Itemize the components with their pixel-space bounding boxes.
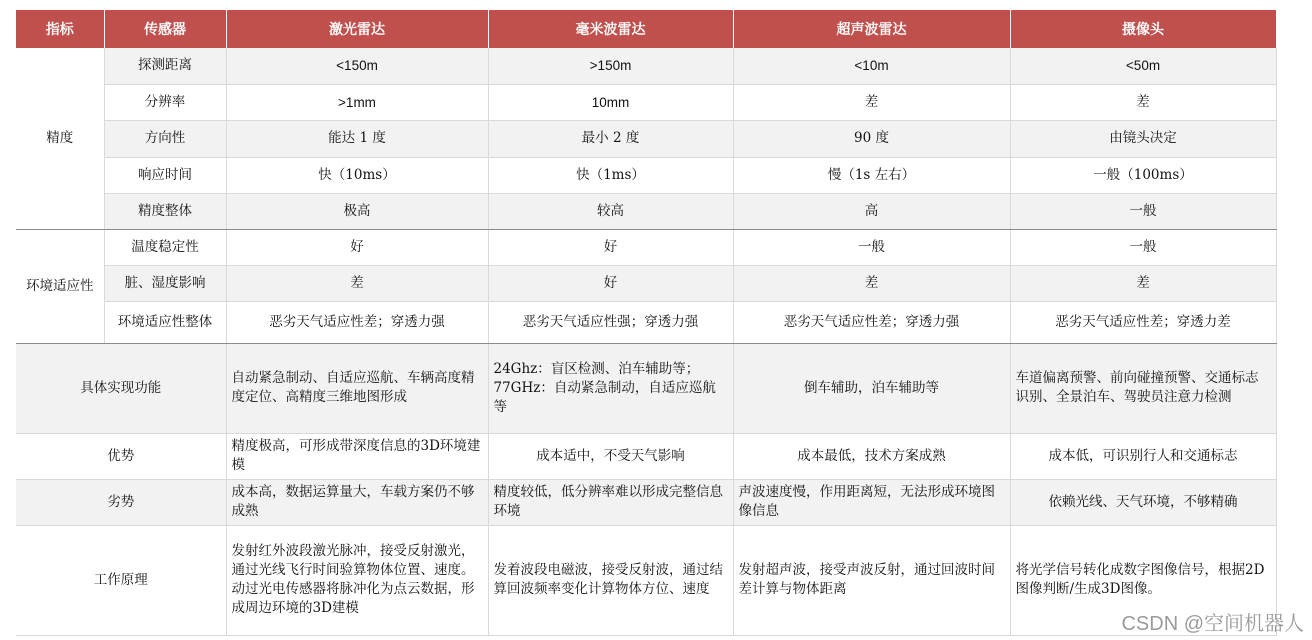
cell-ultrasonic: 恶劣天气适应性差；穿透力强: [733, 301, 1010, 343]
header-sensor: 传感器: [104, 10, 226, 48]
cell-camera: 一般: [1010, 193, 1276, 229]
cell-mmwave: 精度较低，低分辨率难以形成完整信息环境: [488, 479, 733, 525]
cell-lidar: 恶劣天气适应性差；穿透力强: [226, 301, 488, 343]
row-label: 探测距离: [104, 48, 226, 84]
table-row: [16, 120, 1276, 157]
cell-mmwave: 较高: [488, 193, 733, 229]
row-label-function: 具体实现功能: [16, 343, 226, 433]
group-environment: 环境适应性: [16, 229, 104, 343]
cell-mmwave: 10mm: [488, 84, 733, 120]
sensor-comparison-table: [16, 10, 1277, 636]
table-row: [16, 48, 1276, 84]
table-row: [16, 84, 1276, 120]
cell-lidar: 能达 1 度: [226, 120, 488, 157]
group-precision: 精度: [16, 48, 104, 229]
cell-camera: <50m: [1010, 48, 1276, 84]
cell-camera: 将光学信号转化成数字图像信号，根据2D图像判断/生成3D图像。: [1010, 525, 1276, 635]
mmwave-24ghz-line: 24Ghz：盲区检测、泊车辅助等；: [493, 360, 700, 377]
cell-lidar: <150m: [226, 48, 488, 84]
cell-ultrasonic: 一般: [733, 229, 1010, 265]
cell-camera: 成本低，可识别行人和交通标志: [1010, 433, 1276, 479]
cell-mmwave: 发着波段电磁波，接受反射波，通过结算回波频率变化计算物体方位、速度: [488, 525, 733, 635]
cell-ultrasonic: 倒车辅助，泊车辅助等: [733, 343, 1010, 433]
row-label: 温度稳定性: [104, 229, 226, 265]
cell-lidar: 极高: [226, 193, 488, 229]
row-label: 脏、湿度影响: [104, 265, 226, 301]
header-lidar: 激光雷达: [226, 10, 488, 48]
cell-ultrasonic: 声波速度慢，作用距离短，无法形成环境图像信息: [733, 479, 1010, 525]
cell-ultrasonic: 发射超声波，接受声波反射，通过回波时间差计算与物体距离: [733, 525, 1010, 635]
cell-ultrasonic: 成本最低，技术方案成熟: [733, 433, 1010, 479]
table-row: [16, 525, 1276, 635]
mmwave-77ghz-line: 77GHz：自动紧急制动，自适应巡航等: [493, 379, 716, 415]
cell-ultrasonic: 差: [733, 84, 1010, 120]
cell-lidar: 精度极高，可形成带深度信息的3D环境建模: [226, 433, 488, 479]
cell-lidar: 成本高，数据运算量大，车载方案仍不够成熟: [226, 479, 488, 525]
table-row: [16, 157, 1276, 193]
cell-mmwave: 好: [488, 265, 733, 301]
cell-mmwave: 恶劣天气适应性强；穿透力强: [488, 301, 733, 343]
table-row: [16, 229, 1276, 265]
cell-mmwave: >150m: [488, 48, 733, 84]
cell-camera: 恶劣天气适应性差；穿透力差: [1010, 301, 1276, 343]
cell-camera: 由镜头决定: [1010, 120, 1276, 157]
row-label: 分辨率: [104, 84, 226, 120]
header-camera: 摄像头: [1010, 10, 1276, 48]
row-label: 响应时间: [104, 157, 226, 193]
cell-lidar: 发射红外波段激光脉冲，接受反射激光，通过光线飞行时间验算物体位置、速度。动过光电传感器将脉冲化为点云数据，形成周边环境的3D建模: [226, 525, 488, 635]
cell-camera: 差: [1010, 84, 1276, 120]
header-row: [16, 10, 1276, 48]
table-row: [16, 343, 1276, 433]
cell-ultrasonic: 高: [733, 193, 1010, 229]
row-label-advantage: 优势: [16, 433, 226, 479]
table-row: [16, 433, 1276, 479]
cell-mmwave: [488, 343, 733, 433]
row-label-disadvantage: 劣势: [16, 479, 226, 525]
table-row: [16, 265, 1276, 301]
cell-lidar: 自动紧急制动、自适应巡航、车辆高度精度定位、高精度三维地图形成: [226, 343, 488, 433]
row-label: 环境适应性整体: [104, 301, 226, 343]
cell-ultrasonic: <10m: [733, 48, 1010, 84]
header-indicator: 指标: [16, 10, 104, 48]
table-row: [16, 301, 1276, 343]
row-label: 精度整体: [104, 193, 226, 229]
table-row: [16, 479, 1276, 525]
header-mmwave: 毫米波雷达: [488, 10, 733, 48]
cell-lidar: 好: [226, 229, 488, 265]
cell-lidar: 快（10ms）: [226, 157, 488, 193]
table-row: [16, 193, 1276, 229]
cell-mmwave: 最小 2 度: [488, 120, 733, 157]
row-label-principle: 工作原理: [16, 525, 226, 635]
cell-camera: 一般: [1010, 229, 1276, 265]
row-label: 方向性: [104, 120, 226, 157]
cell-camera: 车道偏离预警、前向碰撞预警、交通标志识别、全景泊车、驾驶员注意力检测: [1010, 343, 1276, 433]
cell-ultrasonic: 慢（1s 左右）: [733, 157, 1010, 193]
cell-mmwave: 快（1ms）: [488, 157, 733, 193]
cell-lidar: 差: [226, 265, 488, 301]
cell-mmwave: 好: [488, 229, 733, 265]
cell-camera: 依赖光线、天气环境，不够精确: [1010, 479, 1276, 525]
cell-camera: 差: [1010, 265, 1276, 301]
cell-mmwave: 成本适中，不受天气影响: [488, 433, 733, 479]
cell-lidar: >1mm: [226, 84, 488, 120]
cell-ultrasonic: 90 度: [733, 120, 1010, 157]
cell-camera: 一般（100ms）: [1010, 157, 1276, 193]
watermark: CSDN @空间机器人: [1121, 613, 1304, 635]
cell-ultrasonic: 差: [733, 265, 1010, 301]
header-ultrasonic: 超声波雷达: [733, 10, 1010, 48]
